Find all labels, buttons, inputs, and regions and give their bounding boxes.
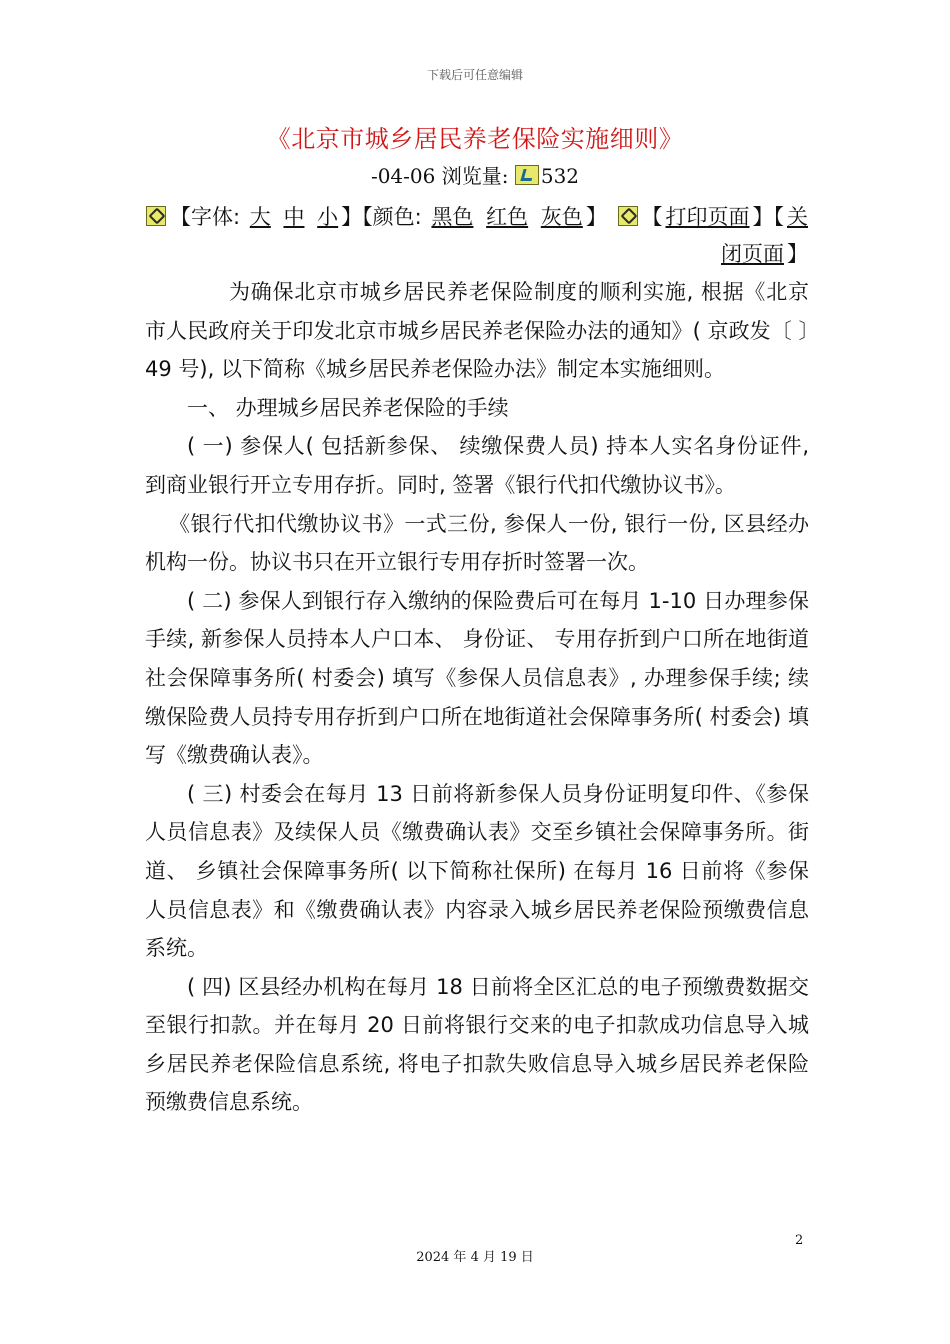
font-medium-link[interactable]: 中 <box>283 205 305 229</box>
print-page-link[interactable]: 打印页面 <box>665 205 750 229</box>
font-icon <box>146 206 166 226</box>
paragraph: ( 二) 参保人到银行存入缴纳的保险费后可在每月 1-10 日办理参保手续, 新参保人员持本人户口本、 身份证、 专用存折到户口所在地街道社会保障事务所( 村委会) 填写《参保人员信息表》, 办理参保手续; 续缴保险费人员持专用存折到户口所在地街道社会保障事务所( 村委会) 填写《缴费确认表》。 <box>145 588 809 768</box>
article-meta <box>0 160 950 189</box>
paragraph: ( 四) 区县经办机构在每月 18 日前将全区汇总的电子预缴费数据交至银行扣款。并在每月 20 日前将银行交来的电子扣款成功信息导入城乡居民养老保险信息系统, 将电子扣款失败信息导入城乡居民养老保险预缴费信息系统。 <box>145 974 809 1115</box>
paragraph: ( 一) 参保人( 包括新参保、 续缴保费人员) 持本人实名身份证件, 到商业银行开立专用存折。同时, 签署《银行代扣代缴协议书》。 <box>145 434 809 497</box>
color-red-link[interactable]: 红色 <box>486 205 529 229</box>
color-label: 【颜色: <box>362 205 422 229</box>
section-heading: 一、 办理城乡居民养老保险的手续 <box>187 395 509 420</box>
font-large-link[interactable]: 大 <box>249 205 271 229</box>
paragraph: ( 三) 村委会在每月 13 日前将新参保人员身份证明复印件、《参保人员信息表》及续保人员《缴费确认表》交至乡镇社会保障事务所。街道、 乡镇社会保障事务所( 以下简称社保所) 在每月 16 日前将《参保人员信息表》和《缴费确认表》内容录入城乡居民养老保险预缴费信息系统。 <box>145 781 809 961</box>
publish-date: -04-06 <box>370 164 436 188</box>
header-note: 下载后可任意编辑 <box>426 68 523 82</box>
close-close: 】 <box>787 242 808 266</box>
page-number: 2 <box>795 1233 804 1248</box>
close-page-link[interactable]: 关闭页面 <box>721 205 808 266</box>
views-count: 532 <box>540 164 580 188</box>
page-title: 《北京市城乡居民养老保险实施细则》 <box>266 125 684 153</box>
color-gray-link[interactable]: 灰色 <box>540 205 583 229</box>
color-close: 】 <box>585 205 607 229</box>
paragraph-intro: 为确保北京市城乡居民养老保险制度的顺利实施, 根据《北京市人民政府关于印发北京市城乡居民养老保险办法的通知》( 京政发〔 〕49 号), 以下简称《城乡居民养老保险办法》制定本实施细则。 <box>145 280 809 382</box>
print-icon <box>618 206 638 226</box>
color-black-link[interactable]: 黑色 <box>431 205 474 229</box>
paragraph: 《银行代扣代缴协议书》一式三份, 参保人一份, 银行一份, 区县经办机构一份。协议书只在开立银行专用存折时签署一次。 <box>145 511 809 575</box>
article-toolbar <box>128 199 808 273</box>
font-label: 【字体: <box>170 205 241 229</box>
views-icon <box>515 165 539 185</box>
print-open: 【 <box>641 205 663 229</box>
font-small-link[interactable]: 小 <box>317 205 339 229</box>
views-label: 浏览量: <box>441 164 509 188</box>
footer-date: 2024 年 4 月 19 日 <box>416 1250 534 1265</box>
font-close: 】 <box>341 205 363 229</box>
article-body <box>145 273 809 1122</box>
close-open: 【 <box>773 205 784 229</box>
print-close: 】 <box>752 205 774 229</box>
